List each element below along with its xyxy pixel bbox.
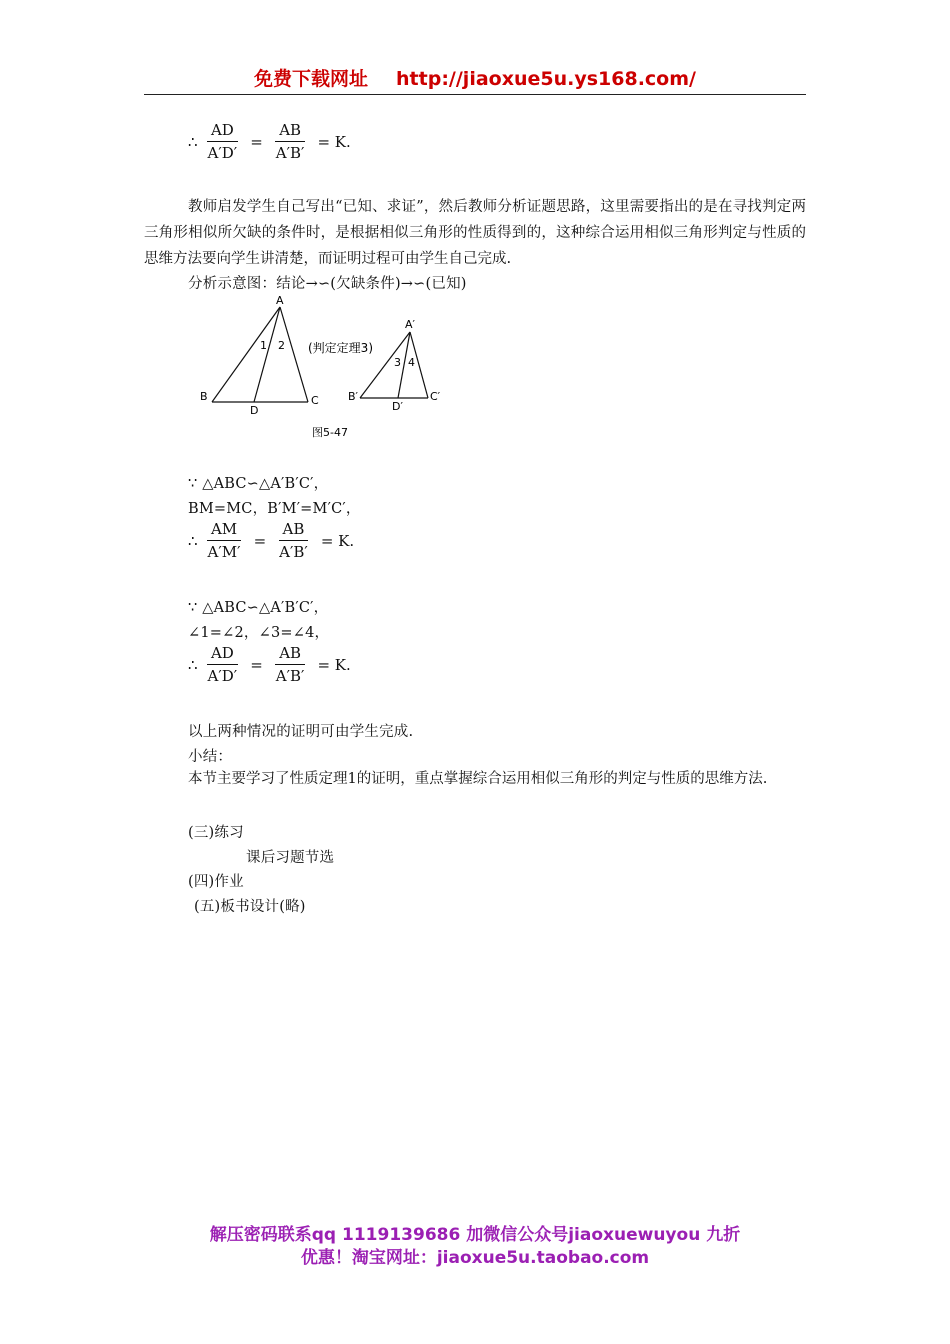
- denominator: A′B′: [275, 144, 305, 162]
- triangle-abc: [212, 307, 308, 402]
- angle-label-1: 1: [260, 339, 267, 352]
- fraction-ab: [275, 520, 312, 561]
- fraction-ad: [204, 121, 242, 162]
- both-cases-line: 以上两种情况的证明可由学生完成.: [188, 724, 414, 740]
- label-a: A: [276, 294, 284, 307]
- header-rule: [144, 94, 806, 95]
- label-d: D: [250, 404, 259, 417]
- equation-ad-ab: [188, 121, 354, 162]
- theorem-label: (判定定理3): [308, 341, 373, 355]
- therefore-symbol: ∴: [188, 531, 198, 550]
- numerator: AD: [207, 121, 238, 142]
- board-design-heading: (五)板书设计(略): [194, 899, 306, 915]
- label-b-prime: B′: [348, 390, 359, 403]
- label-a-prime: A′: [405, 318, 416, 331]
- angle-label-3: 3: [394, 356, 401, 369]
- denominator: A′D′: [207, 667, 238, 685]
- summary-text: 本节主要学习了性质定理1的证明，重点掌握综合运用相似三角形的判定与性质的思维方法.: [188, 771, 768, 787]
- numerator: AB: [279, 520, 309, 541]
- homework-heading: (四)作业: [188, 874, 244, 890]
- denominator: A′B′: [275, 667, 305, 685]
- equals-k: = K.: [317, 132, 351, 151]
- denominator: A′D′: [207, 144, 238, 162]
- angle-label-4: 4: [408, 356, 415, 369]
- therefore-symbol: ∴: [188, 655, 198, 674]
- denominator: A′M′: [207, 543, 241, 561]
- equation-am-ab: [188, 520, 357, 561]
- numerator: AB: [275, 644, 305, 665]
- given-medians: BM=MC，B′M′=M′C′，: [188, 501, 361, 517]
- equation-ad-ab-2: [188, 644, 354, 685]
- given-similar-2: ∵ △ABC∽△A′B′C′，: [188, 600, 329, 616]
- label-d-prime: D′: [392, 400, 403, 413]
- header-title: 免费下载网址: [254, 68, 369, 90]
- numerator: AM: [207, 520, 241, 541]
- figure-caption: 图5-47: [312, 426, 348, 439]
- header-url-link[interactable]: http://jiaoxue5u.ys168.com/: [396, 68, 696, 90]
- equals-k: = K.: [317, 655, 351, 674]
- footer-line-2: 优惠！淘宝网址：jiaoxue5u.taobao.com: [300, 1248, 650, 1268]
- numerator: AB: [275, 121, 305, 142]
- label-c: C: [311, 394, 319, 407]
- practice-heading: (三)练习: [188, 825, 244, 841]
- equals-sign: =: [253, 531, 267, 550]
- fraction-ab: [272, 121, 309, 162]
- analysis-line: 分析示意图：结论→∽(欠缺条件)→∽(已知): [188, 276, 467, 292]
- page-header: [0, 64, 950, 91]
- equals-sign: =: [250, 132, 263, 151]
- given-angles: ∠1=∠2，∠3=∠4，: [188, 625, 330, 641]
- fraction-ad: [204, 644, 242, 685]
- equals-sign: =: [250, 655, 263, 674]
- angle-label-2: 2: [278, 339, 285, 352]
- denominator: A′B′: [279, 543, 308, 561]
- fraction-am: [204, 520, 245, 561]
- fraction-ab: [272, 644, 309, 685]
- equals-k: = K.: [320, 531, 355, 550]
- median-ad: [254, 307, 280, 402]
- figure-5-47: [196, 294, 466, 444]
- footer-line-1: 解压密码联系qq 1119139686 加微信公众号jiaoxuewuyou 九折: [209, 1225, 741, 1245]
- practice-item: 课后习题节选: [246, 850, 335, 866]
- summary-title: 小结：: [188, 749, 233, 765]
- paragraph-teacher-guidance: 教师启发学生自己写出“已知、求证”，然后教师分析证题思路，这里需要指出的是在寻找判定两三角形相似所欠缺的条件时，是根据相似三角形的性质得到的，这种综合运用相似三角形判定与性质的思维方法要向学生讲清楚，而证明过程可由学生自己完成.: [144, 199, 806, 267]
- given-similar-1: ∵ △ABC∽△A′B′C′，: [188, 476, 329, 492]
- label-c-prime: C′: [430, 390, 441, 403]
- label-b: B: [200, 390, 208, 403]
- therefore-symbol: ∴: [188, 132, 198, 151]
- numerator: AD: [207, 644, 238, 665]
